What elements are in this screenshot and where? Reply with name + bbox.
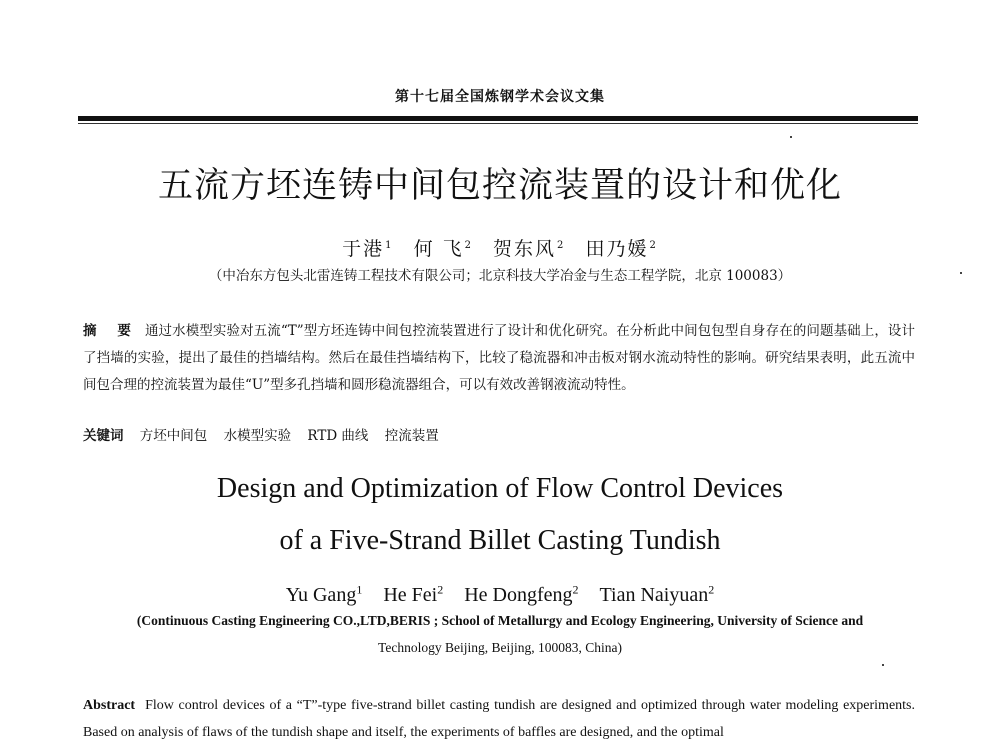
chinese-title: 五流方坯连铸中间包控流装置的设计和优化 [157, 166, 842, 206]
author-name: Yu Gang [285, 583, 357, 606]
author-affil-mark: 2 [708, 582, 715, 596]
chinese-author [342, 238, 393, 260]
chinese-keywords [83, 426, 915, 446]
english-abstract [83, 692, 915, 746]
author-affil-mark: 2 [437, 582, 444, 596]
author-affil-mark: 2 [649, 239, 658, 251]
header-rule-thick [78, 116, 918, 121]
english-affiliation-line1: (Continuous Casting Engineering CO.,LTD,BERIS ; School of Metallurgy and Ecology Engineering, University of Science and [136, 613, 864, 628]
keyword: 方坯中间包 [139, 428, 208, 444]
author-name: Tian Naiyuan [599, 583, 709, 606]
chinese-affiliation: （中冶东方包头北雷连铸工程技术有限公司；北京科技大学冶金与生态工程学院，北京 100083） [208, 268, 792, 284]
scan-speck [790, 136, 792, 138]
author-name: He Fei [383, 583, 438, 606]
english-affiliation-line2: Technology Beijing, Beijing, 100083, China) [378, 640, 622, 655]
keyword: 控流装置 [384, 428, 439, 444]
abstract-label: 摘 要 [83, 323, 139, 339]
english-author [464, 584, 578, 606]
author-name: He Dongfeng [464, 583, 573, 606]
keywords-label: 关键词 [83, 428, 124, 444]
abstract-text: Flow control devices of a “T”-type five-strand billet casting tundish are designed and optimized through water modeling experiments. Based on analysis of flaws of the tundish shape and itself, the experiments of baffles are designed, and the optimal [83, 698, 915, 740]
author-name: 贺东风 [493, 238, 557, 260]
english-author [383, 584, 443, 606]
english-title-line2: of a Five-Strand Billet Casting Tundish [279, 525, 721, 556]
chinese-author [414, 238, 473, 260]
scan-speck [960, 272, 962, 274]
chinese-author [493, 238, 565, 260]
abstract-label: Abstract [83, 698, 136, 713]
keyword: 水模型实验 [223, 428, 292, 444]
author-affil-mark: 2 [464, 239, 473, 251]
header-rule-thin [78, 123, 918, 124]
keyword: RTD 曲线 [307, 428, 369, 444]
english-author [600, 584, 715, 606]
author-affil-mark: 1 [385, 239, 394, 251]
author-affil-mark: 2 [557, 239, 566, 251]
author-name: 于港 [342, 238, 385, 260]
author-name: 何 飞 [413, 238, 464, 260]
author-name: 田乃媛 [585, 238, 649, 260]
scan-speck [882, 664, 884, 666]
running-head: 第十七届全国炼钢学术会议文集 [395, 89, 605, 105]
chinese-abstract [83, 318, 915, 399]
english-authors [0, 582, 1000, 607]
author-affil-mark: 1 [356, 582, 363, 596]
english-author [286, 584, 363, 606]
chinese-author [585, 238, 657, 260]
author-affil-mark: 2 [572, 582, 579, 596]
chinese-authors [0, 234, 1000, 261]
abstract-text: 通过水模型实验对五流“T”型方坯连铸中间包控流装置进行了设计和优化研究。在分析此中间包包型自身存在的问题基础上，设计了挡墙的实验，提出了最佳的挡墙结构。然后在最佳挡墙结构下，比较了稳流器和冲击板对钢水流动特性的影响。研究结果表明，此五流中间包合理的控流装置为最佳“U”型多孔挡墙和圆形稳流器组合，可以有效改善钢液流动特性。 [83, 323, 916, 393]
english-title-line1: Design and Optimization of Flow Control Devices [216, 473, 784, 504]
